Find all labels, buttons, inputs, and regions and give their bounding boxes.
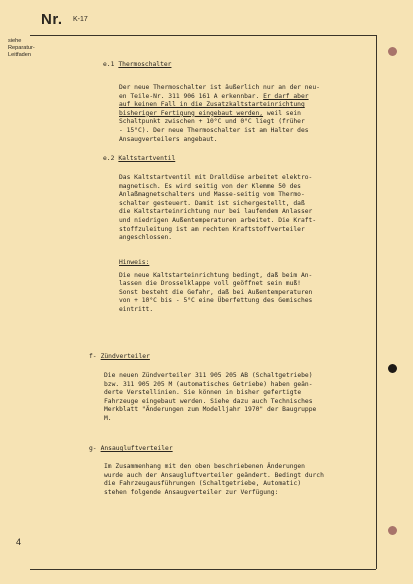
section-f-body [104, 372, 316, 424]
emphasis-line: auf keinen Fall in die Zusatzkaltstarteinrichtung [119, 101, 305, 109]
paragraph-line: Anlaßmagnetschalters und Masse-seitig vom Thermo- [119, 191, 305, 199]
binder-hole [388, 526, 397, 535]
section-number: e.1 [103, 61, 115, 68]
section-number: f- [89, 353, 97, 360]
document-number-label: Nr. [41, 11, 63, 28]
side-note [8, 38, 35, 59]
section-number: e.2 [103, 155, 115, 162]
line-text: weil sein [263, 109, 301, 117]
hint-block [119, 259, 312, 315]
paragraph-line: und niedrigen Außentemperaturen arbeitet. Die Kraft- [119, 216, 317, 224]
paragraph-line: eintritt. [119, 305, 154, 313]
frame-bottom-rule [30, 569, 376, 570]
paragraph-line: wurde auch der Ansaugluftverteiler geändert. Bedingt durch [104, 471, 324, 479]
paragraph-line: magnetisch. Es wird seitig von der Klemme 50 des [119, 182, 301, 190]
binder-hole [388, 364, 397, 373]
section-title: Thermoschalter [118, 61, 172, 68]
side-note-line: Reparatur- [8, 45, 35, 51]
paragraph-line: M. [104, 414, 112, 422]
section-f-heading [89, 353, 150, 360]
section-e2-body [119, 174, 316, 243]
paragraph-line: Der neue Thermoschalter ist äußerlich nur an der neu- [119, 84, 320, 91]
paragraph-line: Fahrzeuge eingebaut werden. Siehe dazu auch Technisches [104, 397, 313, 405]
frame-top-rule [30, 35, 376, 36]
document-code: K-17 [73, 16, 88, 23]
paragraph-line: angeschlossen. [119, 234, 173, 242]
paragraph-line: von + 10°C bis - 5°C eine Überfettung des Gemisches [119, 297, 313, 305]
paragraph-line: die Kaltstarteinrichtung nur bei laufendem Anlasser [119, 208, 313, 216]
emphasis-text: bisheriger Fertigung eingebaut werden, [119, 109, 264, 117]
paragraph-line: Merkblatt "Änderungen zum Modelljahr 1970" der Baugruppe [104, 406, 317, 414]
emphasis-text: Er darf aber [263, 92, 309, 100]
section-g-heading [89, 445, 173, 452]
page-number: 4 [16, 537, 22, 547]
paragraph-line: Sonst besteht die Gefahr, daß bei Außentemperaturen [119, 288, 313, 296]
section-e2-heading [103, 155, 175, 162]
paragraph-line: derte Verstellinien. Sie können in bisher gefertigte [104, 389, 302, 397]
side-note-line: siehe [8, 38, 22, 44]
section-number: g- [89, 445, 97, 452]
paragraph-line: stoffzuleitung ist am rechten Kraftstoffverteiler [119, 225, 305, 233]
frame-right-rule [376, 35, 377, 569]
line-text: en Teile-Nr. 311 906 161 A erkennbar. [119, 92, 264, 100]
paragraph-line: die Fahrzeugausführungen (Schaltgetriebe, Automatic) [104, 480, 302, 488]
paragraph-line: Die neue Kaltstarteinrichtung bedingt, daß beim An- [119, 271, 313, 279]
paragraph-line [119, 93, 320, 102]
section-title: Zündverteiler [100, 353, 150, 360]
section-e1-body [119, 84, 320, 144]
paragraph-line: - 15°C). Der neue Thermoschalter ist am Halter des [119, 126, 309, 134]
hint-title: Hinweis: [119, 259, 150, 266]
side-note-line: Leitfaden [8, 52, 32, 58]
paragraph-line: Ansaugverteilers angebaut. [119, 135, 218, 143]
paragraph-line: lassen die Drosselklappe voll geöffnet sein muß! [119, 280, 301, 288]
binder-hole [388, 47, 397, 56]
paragraph-line: schalter gesteuert. Damit ist sichergestellt, daß [119, 199, 305, 207]
section-g-body [104, 463, 324, 497]
paragraph-line: Im Zusammenhang mit den oben beschriebenen Änderungen [104, 463, 305, 470]
section-e1-heading [103, 61, 171, 68]
section-title: Kaltstartventil [118, 155, 176, 162]
paragraph-line: stehen folgende Ansaugverteiler zur Verfügung: [104, 488, 279, 496]
paragraph-line: Das Kaltstartventil mit Dralldüse arbeitet elektro- [119, 174, 313, 181]
paragraph-line: Schaltpunkt zwischen + 10°C und 0°C liegt (früher [119, 118, 305, 126]
section-title: Ansaugluftverteiler [100, 445, 173, 452]
paragraph-line: bzw. 311 905 205 M (automatisches Getriebe) haben geän- [104, 380, 313, 388]
paragraph-line: Die neuen Zündverteiler 311 905 205 AB (Schaltgetriebe) [104, 372, 313, 379]
